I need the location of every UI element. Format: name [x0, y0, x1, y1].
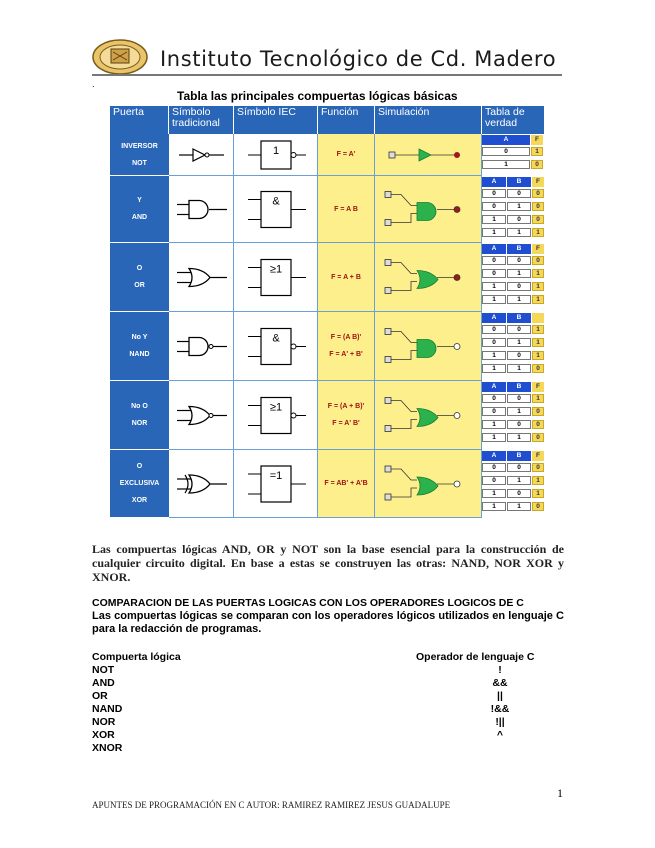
traditional-gate-symbol [169, 176, 234, 243]
institute-title: Instituto Tecnológico de Cd. Madero [160, 47, 557, 71]
gate-name-line: EXCLUSIVA [119, 480, 160, 487]
truth-table-cell: 0 [482, 463, 506, 472]
col-header-traditional: Símbolo tradicional [169, 106, 234, 134]
truth-table-cell: 0 [507, 215, 531, 224]
truth-table-header: F [532, 382, 544, 392]
iec-gate-symbol [234, 450, 318, 518]
truth-table-cell: 0 [482, 189, 506, 198]
gate-name-cell [110, 450, 169, 518]
truth-table-cell: 1 [532, 351, 544, 360]
gate-name-line: AND [131, 214, 148, 221]
boolean-function-cell [318, 176, 375, 243]
simulation-diagram [375, 243, 482, 312]
truth-table-cell: 1 [507, 407, 531, 416]
col-gate-heading: Compuerta lógica [92, 651, 181, 663]
boolean-function: F = A' B' [332, 420, 360, 427]
iec-symbol-cell [234, 312, 318, 381]
truth-table-header [532, 313, 544, 323]
institute-logo [92, 38, 148, 76]
iec-symbol-label: 1 [272, 145, 280, 157]
truth-table-cell: 0 [482, 269, 506, 278]
truth-table-cell: 0 [482, 325, 506, 334]
truth-table-cell: 1 [482, 364, 506, 373]
gate-name-line: NAND [129, 351, 150, 358]
gate-row-not [110, 134, 544, 176]
truth-table-cell: 1 [507, 202, 531, 211]
iec-symbol-label: =1 [269, 470, 283, 482]
table-header-row [110, 106, 544, 134]
simulation-diagram [375, 381, 482, 450]
truth-table-cell: 0 [531, 160, 543, 169]
truth-table-cell: 1 [482, 282, 506, 291]
simulation-cell [375, 450, 482, 518]
truth-table-cell: 0 [482, 476, 506, 485]
boolean-function: F = A' + B' [329, 351, 363, 358]
iec-gate-symbol [234, 134, 318, 176]
simulation-cell [375, 381, 482, 450]
iec-gate-symbol [234, 176, 318, 243]
truth-table-cell: 1 [482, 215, 506, 224]
truth-table-cell: 1 [532, 282, 544, 291]
c-operator-not: ! [498, 664, 502, 676]
iec-symbol-label: & [272, 332, 280, 345]
truth-table-cell: 1 [507, 476, 531, 485]
gate-name-line: No O [131, 403, 148, 410]
truth-table [482, 243, 544, 312]
header-divider [92, 74, 562, 76]
col-header-simulation: Simulación [375, 106, 482, 134]
iec-symbol-cell [234, 134, 318, 176]
truth-table-header: A [482, 313, 506, 323]
truth-table-cell: 1 [531, 147, 543, 156]
truth-table-header: B [507, 244, 531, 254]
truth-table-cell: 1 [507, 502, 531, 511]
truth-table [482, 134, 544, 176]
gate-name-cell [110, 381, 169, 450]
gate-name-line: OR [134, 282, 145, 289]
truth-table-cell: 1 [532, 295, 544, 304]
truth-table-cell: 1 [532, 489, 544, 498]
truth-table-cell: 1 [532, 476, 544, 485]
c-operator-xor: ^ [496, 729, 504, 741]
truth-table-cell: 0 [507, 189, 531, 198]
c-operator-and: && [492, 677, 508, 689]
simulation-diagram [375, 134, 482, 176]
gate-name-line: XOR [131, 497, 148, 504]
boolean-function-cell [318, 450, 375, 518]
truth-table-header: B [507, 382, 531, 392]
truth-table-cell: 0 [532, 256, 544, 265]
boolean-function-cell [318, 134, 375, 176]
gate-row-xor [110, 450, 544, 518]
logic-gates-table [110, 106, 544, 518]
truth-table-cell: 0 [482, 147, 530, 156]
truth-table-cell: 1 [532, 269, 544, 278]
truth-table-cell: 0 [482, 407, 506, 416]
boolean-function: F = (A + B)' [327, 403, 365, 410]
truth-table [482, 312, 544, 381]
gate-name-nor: NOR [92, 716, 116, 728]
truth-table-cell: 1 [532, 394, 544, 403]
truth-table-cell: 1 [482, 502, 506, 511]
gate-name-line: Y [137, 197, 142, 204]
truth-table-cell: 1 [482, 351, 506, 360]
traditional-symbol-cell [169, 381, 234, 450]
boolean-function-cell [318, 312, 375, 381]
boolean-function-cell [318, 381, 375, 450]
gate-name-xor: XOR [92, 729, 115, 741]
traditional-symbol-cell [169, 176, 234, 243]
gate-name-xnor: XNOR [92, 742, 123, 754]
table-title: Tabla las principales compuertas lógicas básicas [177, 89, 458, 103]
truth-table-cell: 1 [507, 433, 531, 442]
gate-name-line: O [136, 463, 143, 470]
truth-table-cell: 0 [532, 189, 544, 198]
gate-row-nand [110, 312, 544, 381]
truth-table-cell: 0 [507, 282, 531, 291]
truth-table-header: F [531, 135, 543, 145]
comparison-heading: COMPARACION DE LAS PUERTAS LOGICAS CON LOS OPERADORES LOGICOS DE C [92, 597, 524, 609]
truth-table-cell: 0 [507, 394, 531, 403]
iec-symbol-cell [234, 176, 318, 243]
gate-name-line: INVERSOR [121, 142, 158, 150]
col-header-truth-table: Tabla de verdad [485, 106, 525, 129]
iec-gate-symbol [234, 312, 318, 381]
traditional-gate-symbol [169, 134, 234, 176]
truth-table-cell: 0 [532, 502, 544, 511]
truth-table-cell: 0 [507, 420, 531, 429]
truth-table-header: A [482, 244, 506, 254]
truth-table-cell: 0 [532, 407, 544, 416]
gate-row-nor [110, 381, 544, 450]
simulation-diagram [375, 176, 482, 243]
truth-table-cell: 1 [532, 228, 544, 237]
truth-table-cell: 0 [532, 420, 544, 429]
truth-table [482, 450, 544, 518]
simulation-diagram [375, 450, 482, 518]
gate-name-not: NOT [92, 664, 115, 676]
truth-table-cell: 0 [507, 325, 531, 334]
truth-table [482, 381, 544, 450]
traditional-gate-symbol [169, 450, 234, 518]
col-header-function: Función [318, 106, 375, 134]
truth-table-header: A [482, 135, 530, 145]
traditional-gate-symbol [169, 381, 234, 450]
truth-table-cell: 1 [507, 269, 531, 278]
truth-table-cell: 0 [532, 215, 544, 224]
iec-symbol-label: & [272, 195, 280, 208]
iec-symbol-cell [234, 450, 318, 518]
simulation-diagram [375, 312, 482, 381]
gate-name-line: No Y [131, 334, 148, 341]
simulation-cell [375, 243, 482, 312]
basic-gates-paragraph: Las compuertas lógicas AND, OR y NOT son la base esencial para la construcción de cualquier circuito digital. En base a estas se construyen las otras: NAND, NOR XOR y XNOR. [92, 542, 564, 584]
truth-table-header: A [482, 382, 506, 392]
boolean-function: F = A' [336, 151, 356, 158]
truth-table-header: A [482, 177, 506, 187]
truth-table-cell: 0 [507, 489, 531, 498]
truth-table-cell: 1 [532, 325, 544, 334]
truth-table-cell: 0 [507, 463, 531, 472]
truth-table-cell: 0 [532, 202, 544, 211]
truth-table-cell: 1 [482, 160, 530, 169]
truth-table-header: F [532, 244, 544, 254]
comparison-text: Las compuertas lógicas se comparan con los operadores lógicos utilizados en lenguaje C para la redacción de programas. [92, 610, 564, 635]
truth-table-header: B [507, 313, 531, 323]
truth-table-header: B [507, 177, 531, 187]
truth-table-cell: 0 [507, 351, 531, 360]
truth-table-cell: 1 [532, 338, 544, 347]
truth-table-cell: 0 [482, 202, 506, 211]
gate-name-and: AND [92, 677, 115, 689]
truth-table-cell: 0 [532, 463, 544, 472]
traditional-symbol-cell [169, 312, 234, 381]
page-number: 1 [557, 786, 563, 800]
c-operator-nand: !&& [490, 703, 510, 715]
truth-table-cell: 0 [532, 433, 544, 442]
truth-table-header: B [507, 451, 531, 461]
iec-gate-symbol [234, 243, 318, 312]
truth-table [482, 176, 544, 243]
gate-name-line: NOR [131, 420, 148, 427]
truth-table-cell: 1 [482, 295, 506, 304]
gate-row-or [110, 243, 544, 312]
truth-table-cell: 0 [482, 256, 506, 265]
truth-table-cell: 1 [482, 433, 506, 442]
boolean-function-cell [318, 243, 375, 312]
c-operator-or: || [497, 690, 503, 702]
gate-name-cell [110, 176, 169, 243]
truth-table-cell: 1 [507, 364, 531, 373]
gate-name-cell [110, 134, 169, 176]
truth-table-header: F [532, 177, 544, 187]
truth-table-cell: 1 [507, 338, 531, 347]
traditional-gate-symbol [169, 243, 234, 312]
gate-name-line: NOT [132, 159, 147, 167]
truth-table-cell: 0 [482, 394, 506, 403]
iec-symbol-cell [234, 243, 318, 312]
traditional-symbol-cell [169, 243, 234, 312]
col-operator-heading: Operador de lenguaje C [416, 651, 535, 663]
simulation-cell [375, 176, 482, 243]
iec-symbol-label: ≥1 [269, 263, 283, 276]
simulation-cell [375, 312, 482, 381]
truth-table-cell: 1 [482, 228, 506, 237]
iec-symbol-cell [234, 381, 318, 450]
boolean-function: F = (A B)' [330, 334, 362, 341]
truth-table-header: F [532, 451, 544, 461]
col-header-gate: Puerta [110, 106, 169, 134]
truth-table-cell: 1 [507, 295, 531, 304]
page-footer: APUNTES DE PROGRAMACIÓN EN C AUTOR: RAMIREZ RAMIREZ JESUS GUADALUPE [92, 800, 451, 810]
simulation-cell [375, 134, 482, 176]
truth-table-cell: 1 [482, 420, 506, 429]
iec-symbol-label: ≥1 [269, 401, 283, 414]
truth-table-cell: 0 [482, 338, 506, 347]
truth-table-cell: 0 [507, 256, 531, 265]
boolean-function: F = A B [334, 205, 358, 213]
truth-table-cell: 1 [482, 489, 506, 498]
gate-name-line: O [136, 265, 143, 272]
gate-name-nand: NAND [92, 703, 123, 715]
boolean-function: F = AB' + A'B [324, 480, 368, 487]
boolean-function: F = A + B [331, 273, 361, 281]
gate-name-or: OR [92, 690, 108, 702]
traditional-gate-symbol [169, 312, 234, 381]
margin-marker: . [92, 79, 95, 89]
truth-table-header: A [482, 451, 506, 461]
traditional-symbol-cell [169, 450, 234, 518]
gate-name-cell [110, 243, 169, 312]
col-header-iec: Símbolo IEC [234, 106, 318, 134]
truth-table-cell: 1 [507, 228, 531, 237]
truth-table-cell: 0 [532, 364, 544, 373]
gate-name-cell [110, 312, 169, 381]
c-operator-nor: !|| [495, 716, 505, 728]
traditional-symbol-cell [169, 134, 234, 176]
iec-gate-symbol [234, 381, 318, 450]
gate-row-and [110, 176, 544, 243]
